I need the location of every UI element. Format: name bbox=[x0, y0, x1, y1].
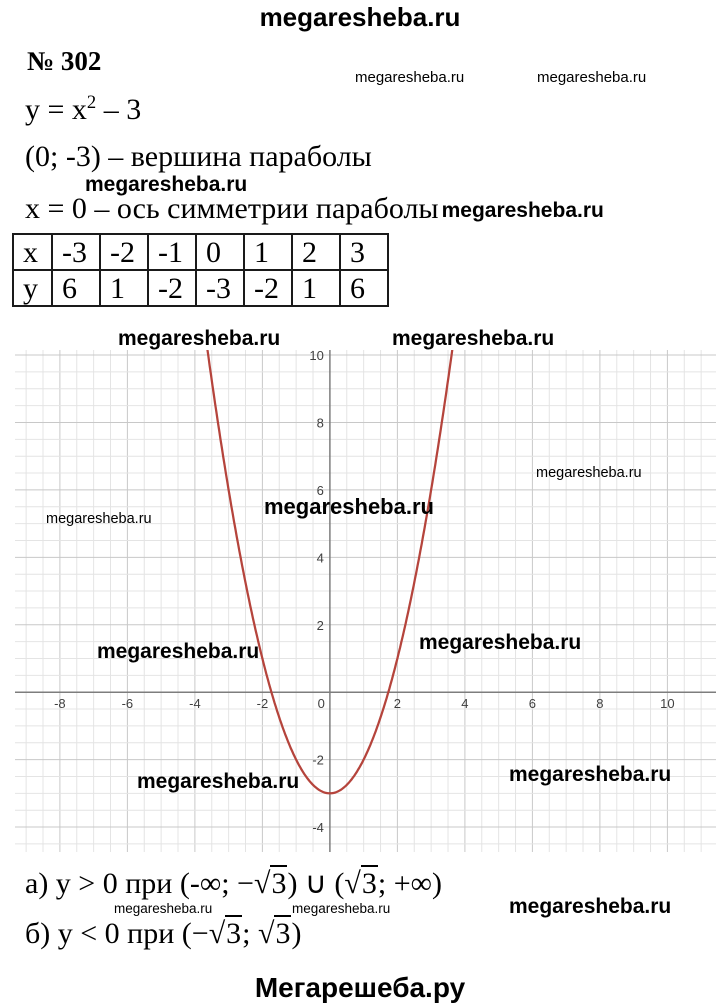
svg-text:-6: -6 bbox=[121, 696, 134, 712]
table-cell: 3 bbox=[340, 234, 388, 270]
svg-text:0: 0 bbox=[317, 696, 325, 712]
sqrt-3: √3 bbox=[258, 917, 291, 950]
watermark: megaresheba.ru bbox=[292, 901, 391, 916]
watermark-inline: megaresheba.ru bbox=[441, 198, 604, 222]
svg-text:2: 2 bbox=[316, 617, 324, 633]
table-cell: y bbox=[13, 270, 52, 306]
table-cell: 2 bbox=[292, 234, 340, 270]
svg-text:-2: -2 bbox=[256, 696, 269, 712]
svg-text:2: 2 bbox=[393, 696, 402, 712]
table-row bbox=[13, 270, 388, 306]
svg-text:8: 8 bbox=[316, 415, 324, 431]
sqrt-3: √3 bbox=[208, 917, 242, 950]
answer-a-end: ; +∞) bbox=[377, 867, 442, 900]
svg-text:-4: -4 bbox=[312, 820, 324, 836]
svg-text:10: 10 bbox=[660, 696, 675, 712]
table-cell: -3 bbox=[196, 270, 244, 306]
answer-b-sep: ; bbox=[242, 917, 259, 950]
symmetry-statement bbox=[25, 192, 604, 226]
watermark: megaresheba.ru bbox=[118, 327, 281, 350]
watermark: megaresheba.ru bbox=[46, 511, 152, 527]
watermark: megaresheba.ru bbox=[536, 465, 642, 481]
table-row bbox=[13, 234, 388, 270]
table-cell: 1 bbox=[100, 270, 148, 306]
watermark: megaresheba.ru bbox=[85, 173, 248, 196]
table-cell: -3 bbox=[52, 234, 100, 270]
watermark: megaresheba.ru bbox=[114, 901, 213, 916]
table-cell: -1 bbox=[148, 234, 196, 270]
equation-lhs: y = x bbox=[25, 93, 87, 126]
watermark: megaresheba.ru bbox=[355, 69, 465, 86]
table-cell: -2 bbox=[100, 234, 148, 270]
problem-number: № 302 bbox=[27, 46, 102, 76]
symmetry-text: x = 0 – ось симметрии параболы bbox=[25, 192, 439, 225]
svg-text:4: 4 bbox=[461, 696, 469, 712]
vertex-statement: (0; -3) – вершина параболы bbox=[25, 140, 372, 173]
table-cell: 6 bbox=[52, 270, 100, 306]
svg-text:6: 6 bbox=[316, 482, 324, 498]
answer-b-text: б) y < 0 при (− bbox=[25, 917, 209, 950]
answer-a-union: ) ∪ ( bbox=[287, 867, 345, 900]
svg-text:-2: -2 bbox=[312, 752, 324, 768]
equation bbox=[25, 92, 141, 127]
svg-text:10: 10 bbox=[309, 350, 324, 364]
watermark: megaresheba.ru bbox=[137, 770, 300, 793]
table-cell: 1 bbox=[244, 234, 292, 270]
watermark: megaresheba.ru bbox=[419, 631, 582, 654]
answer-a bbox=[25, 866, 442, 901]
answer-a-text: а) y > 0 при (-∞; − bbox=[25, 867, 254, 900]
table-cell: 0 bbox=[196, 234, 244, 270]
equation-exponent: 2 bbox=[86, 92, 97, 113]
table-cell: x bbox=[13, 234, 52, 270]
svg-text:8: 8 bbox=[596, 696, 604, 712]
table-cell: 6 bbox=[340, 270, 388, 306]
svg-text:4: 4 bbox=[316, 550, 324, 566]
answer-b-end: ) bbox=[291, 917, 302, 950]
svg-text:6: 6 bbox=[528, 696, 537, 712]
table-cell: -2 bbox=[148, 270, 196, 306]
watermark: megaresheba.ru bbox=[97, 640, 260, 663]
answer-b bbox=[25, 917, 301, 951]
table-cell: -2 bbox=[244, 270, 292, 306]
sqrt-3: √3 bbox=[344, 867, 377, 900]
watermark: megaresheba.ru bbox=[264, 494, 434, 519]
site-logo: Мегарешеба.ру bbox=[254, 972, 466, 1003]
values-table bbox=[12, 233, 389, 307]
svg-text:-8: -8 bbox=[54, 696, 66, 712]
equation-rhs: – 3 bbox=[96, 93, 142, 126]
watermark: megaresheba.ru bbox=[509, 763, 672, 786]
table-cell: 1 bbox=[292, 270, 340, 306]
watermark: megaresheba.ru bbox=[537, 69, 647, 86]
sqrt-3: √3 bbox=[253, 867, 287, 900]
svg-text:-4: -4 bbox=[189, 696, 201, 712]
watermark: megaresheba.ru bbox=[392, 327, 555, 350]
watermark-top: megaresheba.ru bbox=[259, 2, 461, 32]
watermark: megaresheba.ru bbox=[509, 895, 672, 918]
